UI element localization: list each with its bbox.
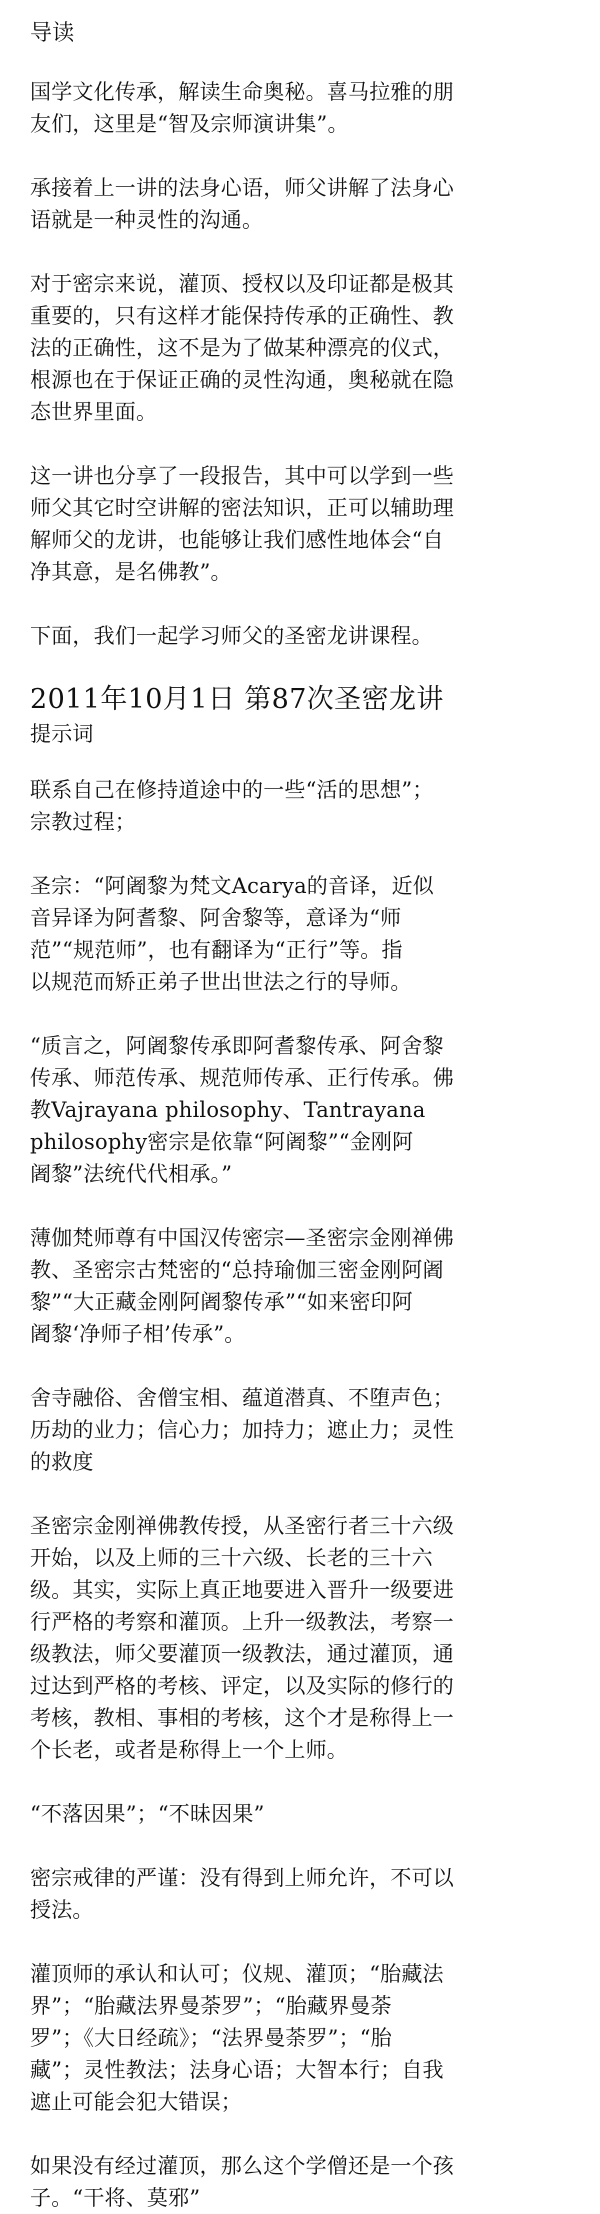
body-paragraph-7: “不落因果”；“不昧因果” (30, 1802, 265, 1826)
intro-paragraph-3: 对于密宗来说，灌顶、授权以及印证都是极其 重要的，只有这样才能保持传承的正确性、教 法的正确性，这不是为了做某种漂亮的仪式， 根源也在于保证正确的灵性沟通，奥秘就在隐 态世界里面。 (30, 272, 454, 424)
body-paragraph-9: 灌顶师的承认和认可；仪规、灌顶；“胎藏法 界”；“胎藏法界曼荼罗”；“胎藏界曼荼 罗”；《大日经疏》；“法界曼荼罗”；“胎 藏”；灵性教法；法身心语；大智本行；自我 遮止可能会犯大错误； (30, 1962, 444, 2114)
session-subtitle: 提示词 (30, 722, 94, 746)
intro-paragraph-2: 承接着上一讲的法身心语，师父讲解了法身心 语就是一种灵性的沟通。 (30, 176, 454, 232)
body-paragraph-5: 舍寺融俗、舍僧宝相、蕴道潜真、不堕声色； 历劫的业力；信心力；加持力；遮止力；灵性 的救度 (30, 1386, 454, 1474)
body-paragraph-10: 如果没有经过灌顶，那么这个学僧还是一个孩 子。“干将、莫邪” (30, 2154, 454, 2210)
body-paragraph-3: “质言之，阿阇黎传承即阿耆黎传承、阿舍黎 传承、师范传承、规范师传承、正行传承。佛 教Vajrayana philosophy、Tantrayana philosophy密宗是依靠“阿阇黎”“金刚阿 阇黎”法统代代相承。” (30, 1034, 454, 1186)
intro-paragraph-4: 这一讲也分享了一段报告，其中可以学到一些 师父其它时空讲解的密法知识，正可以辅助理 解师父的龙讲，也能够让我们感性地体会“自 净其意，是名佛教”。 (30, 464, 454, 584)
body-paragraph-4: 薄伽梵师尊有中国汉传密宗—圣密宗金刚禅佛 教、圣密宗古梵密的“总持瑜伽三密金刚阿阇 黎”“大正藏金刚阿阇黎传承”“如来密印阿 阇黎‘净师子相’传承”。 (30, 1226, 454, 1346)
section-heading: 导读 (30, 21, 75, 46)
intro-paragraph-5: 下面，我们一起学习师父的圣密龙讲课程。 (30, 624, 433, 648)
body-paragraph-8: 密宗戒律的严谨：没有得到上师允许，不可以 授法。 (30, 1866, 454, 1922)
session-title: 2011年10月1日 第87次圣密龙讲 (30, 684, 444, 715)
body-paragraph-6: 圣密宗金刚禅佛教传授，从圣密行者三十六级 开始，以及上师的三十六级、长老的三十六 级。其实，实际上真正地要进入晋升一级要进 行严格的考察和灌顶。上升一级教法，考察一 级教法，师父要灌顶一级教法，通过灌顶，通 过达到严格的考核、评定，以及实际的修行的 考核，教相、事相的考核，这个才是称得上一 个长老，或者是称得上一个上师。 (30, 1514, 454, 1762)
body-paragraph-2: 圣宗：“阿阇黎为梵文Acarya的音译，近似 音异译为阿耆黎、阿舍黎等，意译为“师 范”“规范师”，也有翻译为“正行”等。指 以规范而矫正弟子世出世法之行的导师。 (30, 874, 435, 994)
body-paragraph-1: 联系自己在修持道途中的一些“活的思想”； 宗教过程； (30, 778, 434, 834)
intro-paragraph-1: 国学文化传承，解读生命奥秘。喜马拉雅的朋 友们，这里是“智及宗师演讲集”。 (30, 80, 454, 136)
